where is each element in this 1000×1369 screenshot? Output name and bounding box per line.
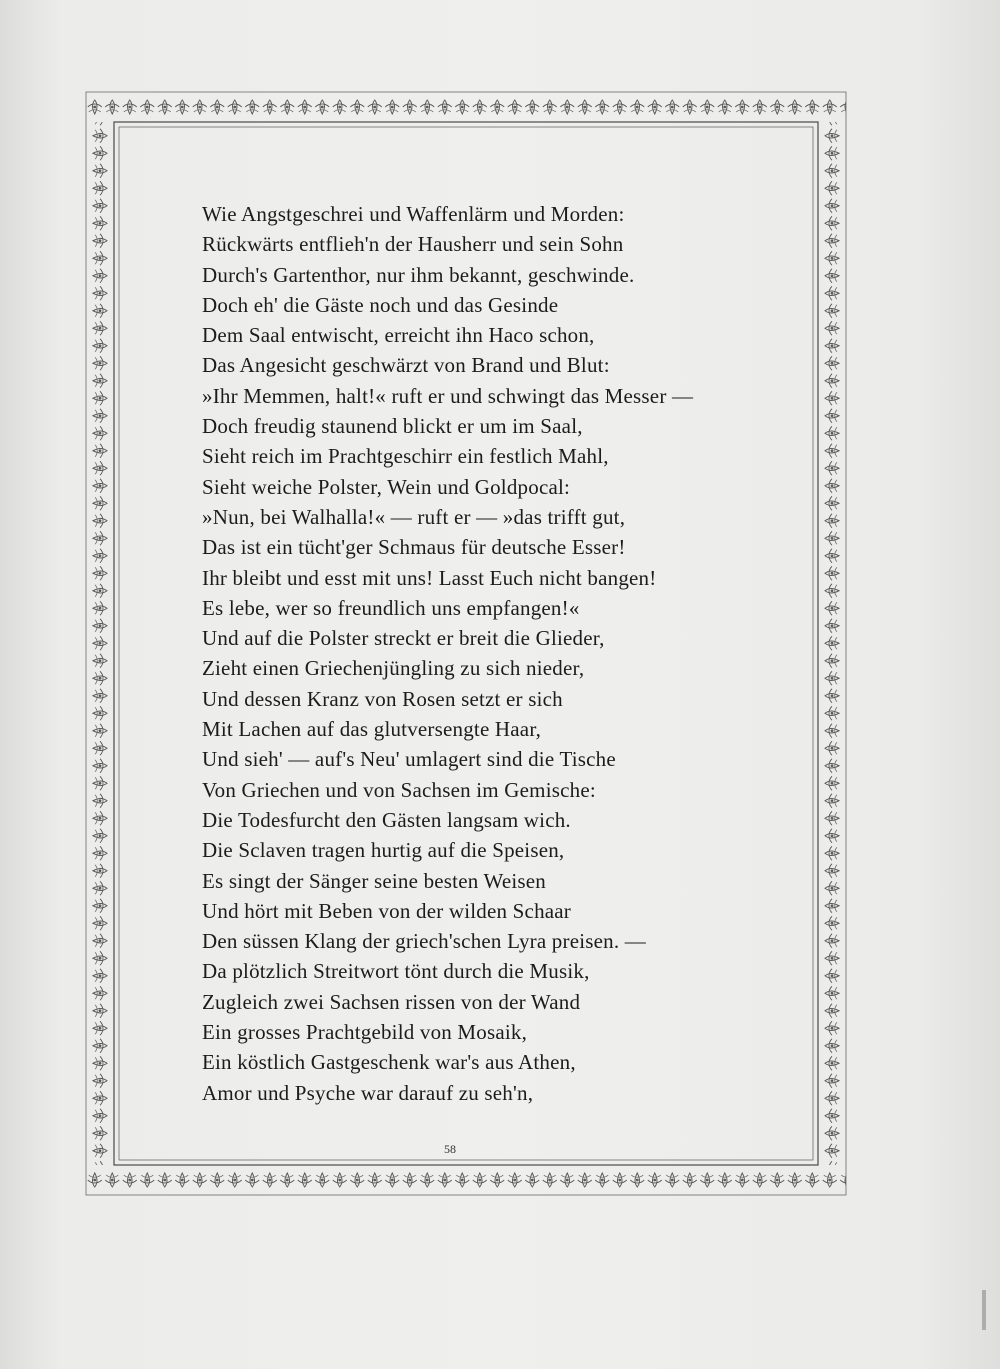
poem-line: Den süssen Klang der griech'schen Lyra preisen. —	[202, 929, 646, 954]
poem-line: Ihr bleibt und esst mit uns! Lasst Euch nicht bangen!	[202, 565, 657, 590]
poem-line: Die Sclaven tragen hurtig auf die Speisen,	[202, 838, 565, 863]
poem-line: Durch's Gartenthor, nur ihm bekannt, geschwinde.	[202, 262, 635, 287]
poem-line: »Ihr Memmen, halt!« ruft er und schwingt das Messer —	[202, 383, 694, 408]
poem-line: Es singt der Sänger seine besten Weisen	[202, 868, 546, 893]
poem-line: Und hört mit Beben von der wilden Schaar	[202, 898, 571, 923]
poem-line: Das ist ein tücht'ger Schmaus für deutsche Esser!	[202, 535, 626, 560]
poem-line: Sieht reich im Prachtgeschirr ein festlich Mahl,	[202, 444, 609, 469]
poem-line: Die Todesfurcht den Gästen langsam wich.	[202, 807, 571, 832]
page-number: 58	[444, 1142, 456, 1156]
poem-line: Sieht weiche Polster, Wein und Goldpocal:	[202, 474, 571, 499]
poem-line: Das Angesicht geschwärzt von Brand und Blut:	[202, 353, 610, 378]
poem-line: Dem Saal entwischt, erreicht ihn Haco schon,	[202, 323, 595, 348]
poem-line: Rückwärts entflieh'n der Hausherr und sein Sohn	[202, 232, 624, 257]
poem-line: Wie Angstgeschrei und Waffenlärm und Morden:	[202, 202, 625, 226]
poem-line: Und sieh' — auf's Neu' umlagert sind die Tische	[202, 747, 616, 772]
poem-text	[202, 199, 762, 1108]
poem-line: Von Griechen und von Sachsen im Gemische:	[202, 777, 596, 802]
poem-line: Doch freudig staunend blickt er um im Saal,	[202, 414, 583, 439]
poem-line: Doch eh' die Gäste noch und das Gesinde	[202, 292, 559, 317]
poem-line: Zieht einen Griechenjüngling zu sich nieder,	[202, 656, 585, 681]
poem-line: Mit Lachen auf das glutversengte Haar,	[202, 717, 542, 742]
poem-line: »Nun, bei Walhalla!« — ruft er — »das trifft gut,	[202, 504, 626, 529]
binding-mark	[982, 1290, 986, 1330]
poem-line: Zugleich zwei Sachsen rissen von der Wand	[202, 989, 581, 1014]
poem-line: Und dessen Kranz von Rosen setzt er sich	[202, 686, 563, 711]
poem-line: Und auf die Polster streckt er breit die Glieder,	[202, 626, 605, 651]
poem-line: Da plötzlich Streitwort tönt durch die Musik,	[202, 959, 590, 984]
poem-line: Es lebe, wer so freundlich uns empfangen!«	[202, 595, 580, 620]
poem-line: Ein köstlich Gastgeschenk war's aus Athen,	[202, 1050, 576, 1075]
poem-line: Amor und Psyche war darauf zu seh'n,	[202, 1080, 534, 1105]
poem-line: Ein grosses Prachtgebild von Mosaik,	[202, 1020, 528, 1045]
